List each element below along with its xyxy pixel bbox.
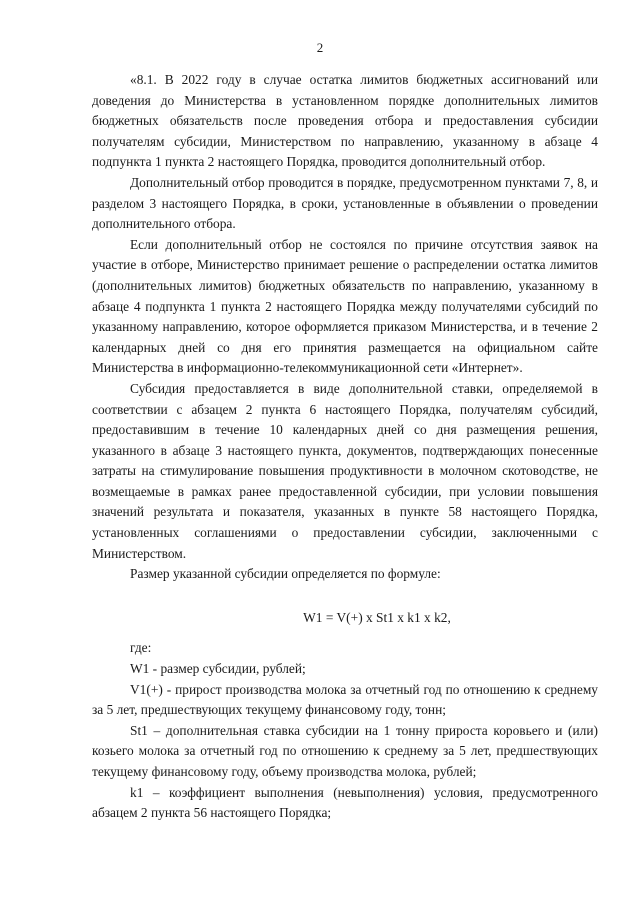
paragraph-no-applications: Если дополнительный отбор не состоялся по причине отсутствия заявок на участие в отборе, Министерство принимает решение о распределении остатка лимитов (дополнительных лимитов) бюджетных обязательств по направлению, указанному в абзаце 4 подпункта 1 пункта 2 настоящего Порядка между получателями субсидий по указанному направлению, которое оформляется приказом Министерства, и в течение 2 календарных дней со дня его принятия размещается на официальном сайте Министерства в информационно-телекоммуникационной сети «Интернет». <box>92 236 598 376</box>
paragraph-additional-selection: Дополнительный отбор проводится в порядке, предусмотренном пунктами 7, 8, и разделом 3 настоящего Порядка, в сроки, установленные в объявлении о проведении дополнительного отбора. <box>92 174 598 232</box>
formula: W1 = V(+) x St1 x k1 x k2, <box>303 609 451 625</box>
page-number: 2 <box>316 40 324 55</box>
definition-where: где: <box>130 640 152 656</box>
paragraph-subsidy-rate: Субсидия предоставляется в виде дополнительной ставки, определяемой в соответствии с абзацем 2 пункта 6 настоящего Порядка, получателям субсидий, предоставившим в течение 10 календарных дней со дня размещения решения, указанного в абзаце 3 настоящего пункта, документов, подтверждающих понесенные затраты на стимулирование повышения продуктивности в молочном скотоводстве, не возмещаемые в рамках ранее предоставленной субсидии, при условии повышения значений результата и показателя, указанных в пункте 58 настоящего Порядка, установленных соглашениями о предоставлении субсидии, заключенными с Министерством. <box>92 380 598 561</box>
document-body <box>92 70 598 824</box>
paragraph-8-1: «8.1. В 2022 году в случае остатка лимитов бюджетных ассигнований или доведения до Министерства в установленном порядке дополнительных лимитов бюджетных обязательств после проведения отбора и предоставления субсидии получателям субсидии, Министерством по направлению, указанному в абзаце 4 подпункта 1 пункта 2 настоящего Порядка, проводится дополнительный отбор. <box>92 72 598 170</box>
definition-v1: V1(+) - прирост производства молока за отчетный год по отношению к среднему за 5 лет, предшествующих текущему финансовому году, тонн; <box>92 681 598 718</box>
definition-st1: St1 – дополнительная ставка субсидии на 1 тонну прироста коровьего и (или) козьего молока за отчетный год по отношению к среднему за 5 лет, предшествующих текущему финансовому году, объему производства молока, рублей; <box>92 722 598 779</box>
definition-w1: W1 - размер субсидии, рублей; <box>130 661 306 677</box>
paragraph-formula-intro: Размер указанной субсидии определяется по формуле: <box>130 566 441 582</box>
definition-k1: k1 – коэффициент выполнения (невыполнения) условия, предусмотренного абзацем 2 пункта 56 настоящего Порядка; <box>92 784 598 821</box>
